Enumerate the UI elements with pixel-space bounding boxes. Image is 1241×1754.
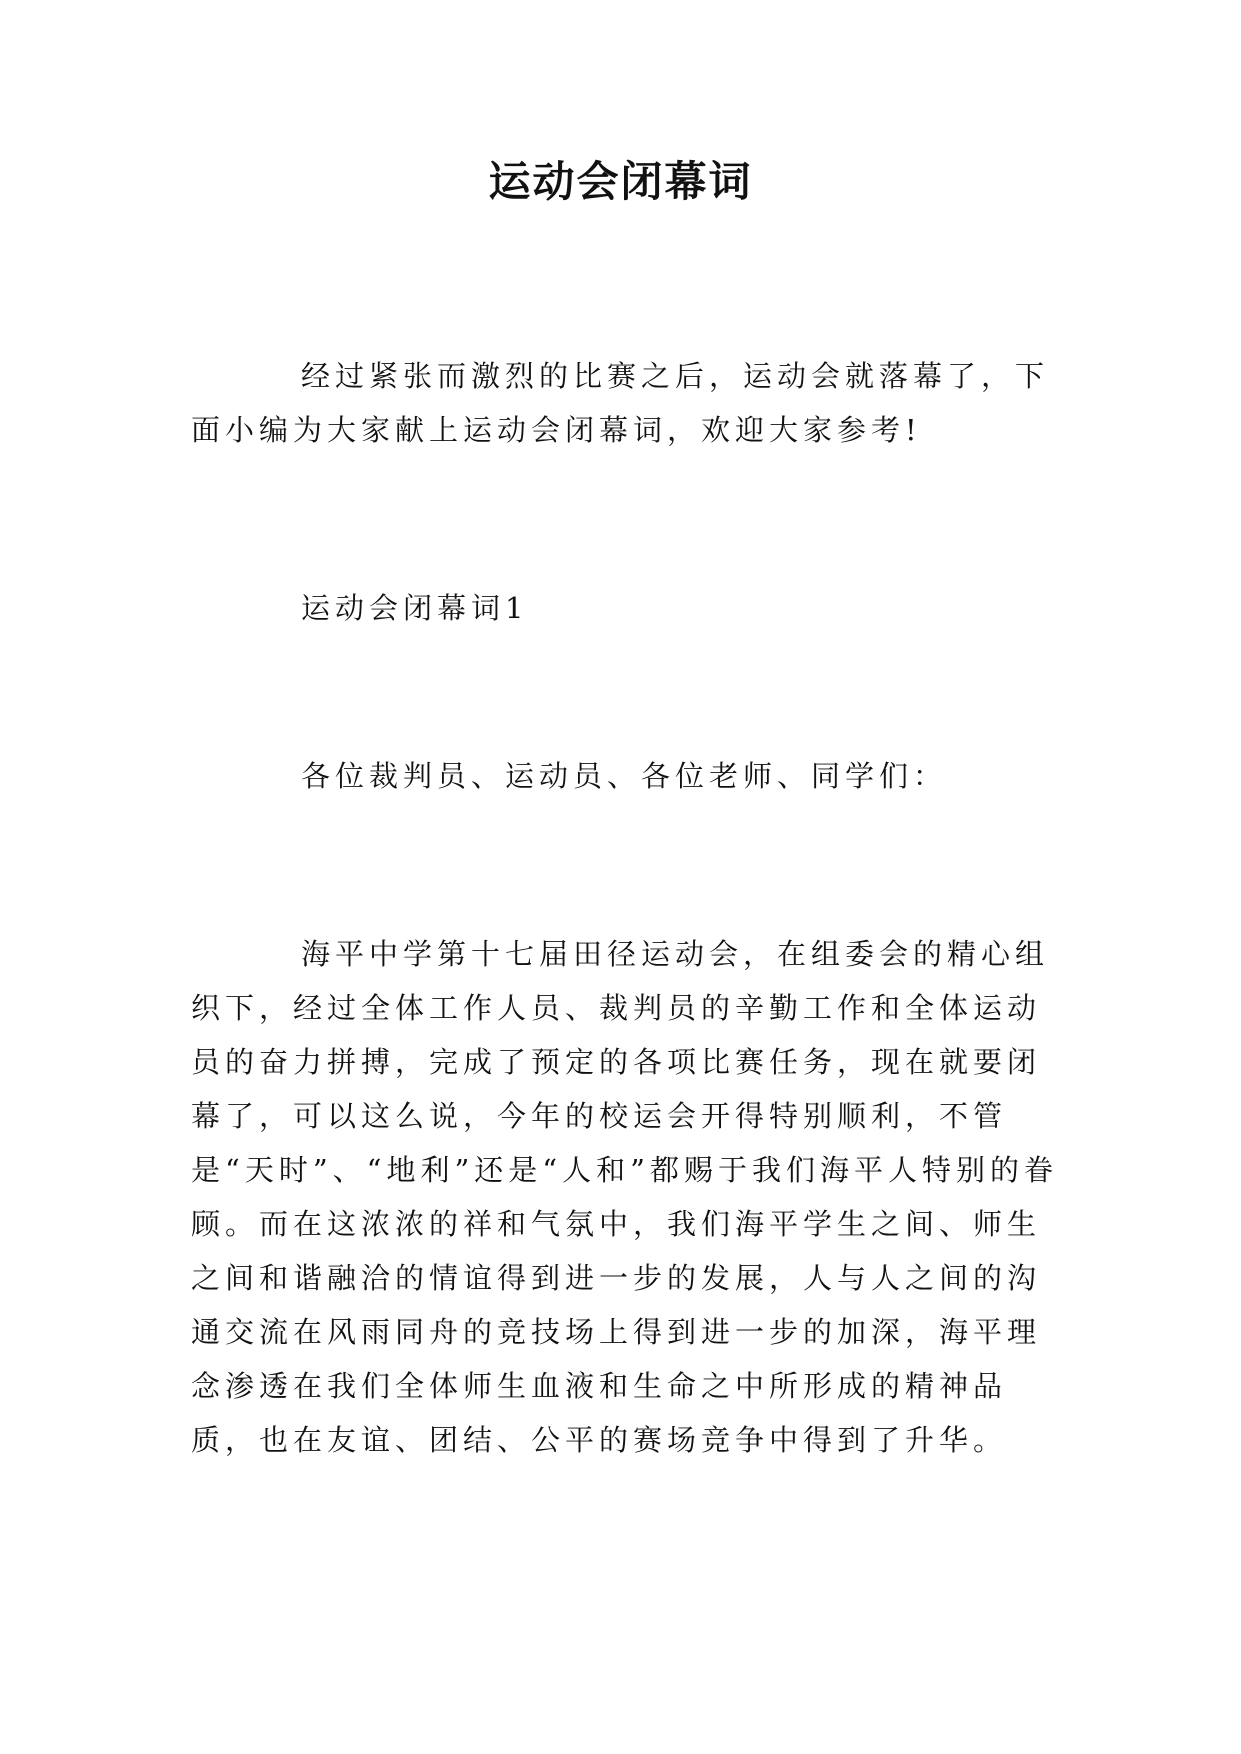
document-title: 运动会闭幕词 [488, 157, 753, 206]
body-paragraph: 海平中学第十七届田径运动会，在组委会的精心组织下，经过全体工作人员、裁判员的辛勤工作和全体运动员的奋力拼搏，完成了预定的各项比赛任务，现在就要闭幕了，可以这么说，今年的校运会开得特别顺利，不管是“天时”、“地利”还是“人和”都赐于我们海平人特别的眷顾。而在这浓浓的祥和气氛中，我们海平学生之间、师生之间和谐融洽的情谊得到进一步的发展，人与人之间的沟通交流在风雨同舟的竞技场上得到进一步的加深，海平理念渗透在我们全体师生血液和生命之中所形成的精神品质，也在友谊、团结、公平的赛场竞争中得到了升华。 [191, 937, 1058, 1457]
salutation-paragraph: 各位裁判员、运动员、各位老师、同学们： [301, 759, 948, 793]
section-heading: 运动会闭幕词1 [301, 591, 529, 625]
intro-paragraph: 经过紧张而激烈的比赛之后，运动会就落幕了，下面小编为大家献上运动会闭幕词，欢迎大家参考! [191, 359, 1050, 447]
